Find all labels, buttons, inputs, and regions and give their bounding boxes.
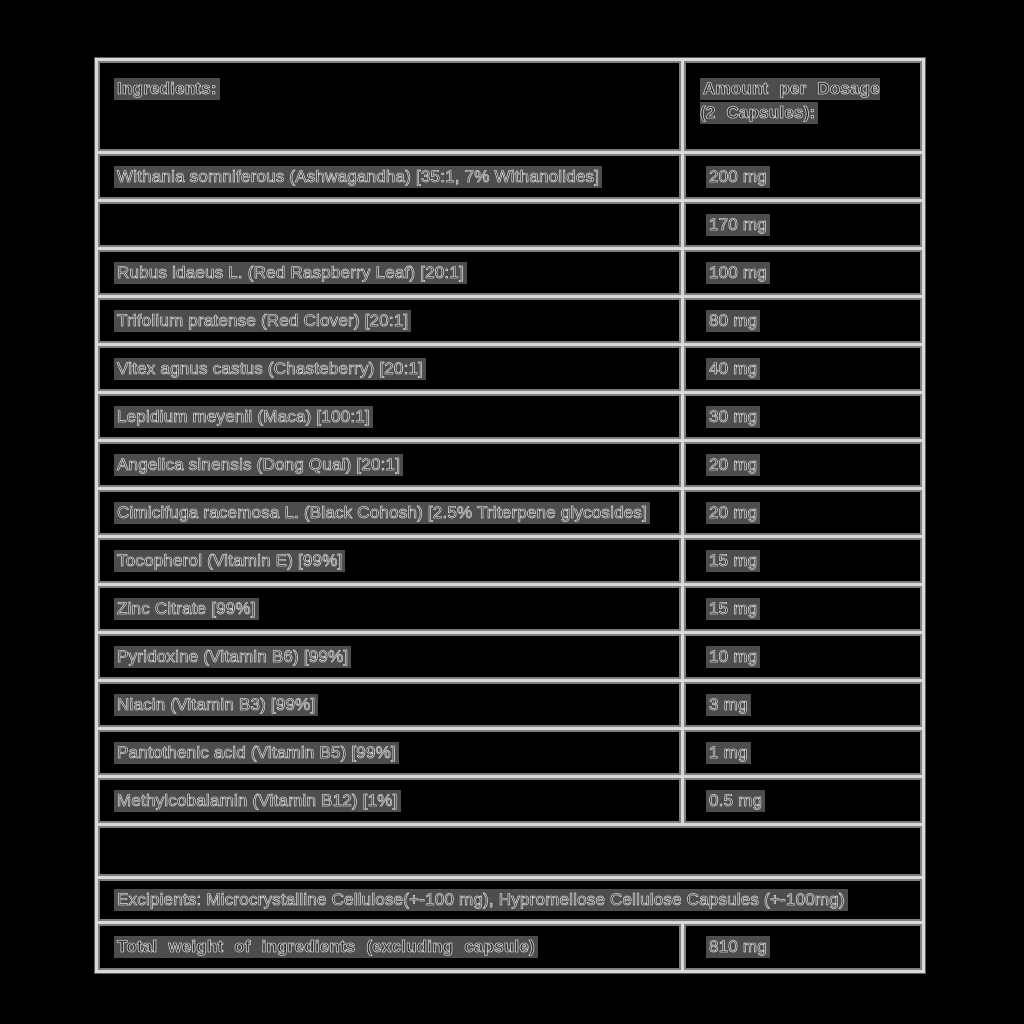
ingredient-cell (98, 490, 681, 535)
amount-cell (684, 490, 922, 535)
amount-cell (684, 730, 922, 775)
table-row (98, 586, 922, 631)
amount-text: 80 mg (706, 310, 760, 332)
header-row (98, 61, 922, 151)
amount-header-label: Amount per Dosage (2 Capsules): (700, 79, 880, 122)
table-row (98, 682, 922, 727)
ingredient-text: Pantothenic acid (Vitamin B5) [99%] (114, 742, 399, 764)
total-row (98, 924, 922, 970)
ingredient-cell (98, 202, 681, 247)
amount-cell (684, 442, 922, 487)
ingredient-cell (98, 586, 681, 631)
table-row (98, 490, 922, 535)
spacer-cell (98, 826, 922, 876)
ingredient-cell (98, 538, 681, 583)
amount-text: 20 mg (706, 454, 760, 476)
amount-cell (684, 154, 922, 199)
table-row (98, 346, 922, 391)
amount-cell (684, 634, 922, 679)
ingredient-text: Rubus idaeus L. (Red Raspberry Leaf) [20:1] (114, 262, 467, 284)
ingredient-cell (98, 154, 681, 199)
table-row (98, 250, 922, 295)
amount-cell (684, 682, 922, 727)
table-row (98, 154, 922, 199)
amount-text: 100 mg (706, 262, 770, 284)
spacer-row (98, 826, 922, 876)
total-amount: 810 mg (706, 936, 770, 958)
amount-text: 15 mg (706, 550, 760, 572)
total-amount-cell (684, 924, 922, 970)
ingredient-text: Vitex agnus castus (Chasteberry) [20:1] (114, 358, 426, 380)
amount-text: 20 mg (706, 502, 760, 524)
amount-cell (684, 394, 922, 439)
excipients-cell (98, 879, 922, 921)
ingredient-text: Cimicifuga racemosa L. (Black Cohosh) [2.5% Triterpene glycosides] (114, 502, 650, 524)
amount-cell (684, 202, 922, 247)
total-label: Total weight of ingredients (excluding capsule) (114, 936, 538, 958)
ingredient-cell (98, 394, 681, 439)
amount-cell (684, 778, 922, 823)
table-row (98, 778, 922, 823)
table-row (98, 394, 922, 439)
ingredient-text: Tocopherol (Vitamin E) [99%] (114, 550, 345, 572)
amount-cell (684, 346, 922, 391)
amount-text: 0.5 mg (706, 790, 765, 812)
ingredient-cell (98, 634, 681, 679)
ingredient-text: Methylcobalamin (Vitamin B12) [1%] (114, 790, 401, 812)
ingredient-cell (98, 346, 681, 391)
ingredient-text: Zinc Citrate [99%] (114, 598, 259, 620)
ingredient-cell (98, 298, 681, 343)
amount-cell (684, 298, 922, 343)
excipients-row (98, 879, 922, 921)
ingredient-text: Trifolium pratense (Red Clover) [20:1] (114, 310, 411, 332)
table-row (98, 442, 922, 487)
ingredients-table (94, 57, 926, 974)
column-header-amount (684, 61, 922, 151)
amount-text: 3 mg (706, 694, 751, 716)
ingredient-cell (98, 250, 681, 295)
ingredient-text: Pyridoxine (Vitamin B6) [99%] (114, 646, 351, 668)
ingredient-cell (98, 442, 681, 487)
table-row (98, 298, 922, 343)
amount-text: 200 mg (706, 166, 770, 188)
total-label-cell (98, 924, 681, 970)
excipients-note: Excipients: Microcrystalline Cellulose(+-100 mg), Hypromellose Cellulose Capsules (+-100mg) (114, 889, 848, 911)
amount-text: 10 mg (706, 646, 760, 668)
amount-text: 30 mg (706, 406, 760, 428)
table-row (98, 202, 922, 247)
table-row (98, 538, 922, 583)
column-header-ingredients (98, 61, 681, 151)
ingredient-cell (98, 730, 681, 775)
amount-text: 1 mg (706, 742, 751, 764)
amount-text: 15 mg (706, 598, 760, 620)
amount-text: 40 mg (706, 358, 760, 380)
ingredient-cell (98, 682, 681, 727)
amount-cell (684, 250, 922, 295)
ingredient-text: Niacin (Vitamin B3) [99%] (114, 694, 318, 716)
table-row (98, 634, 922, 679)
amount-text: 170 mg (706, 214, 770, 236)
table-row (98, 730, 922, 775)
amount-cell (684, 538, 922, 583)
ingredient-text: Angelica sinensis (Dong Quai) [20:1] (114, 454, 403, 476)
ingredient-cell (98, 778, 681, 823)
ingredients-header-label: Ingredients: (114, 78, 220, 100)
ingredient-text: Withania somniferous (Ashwagandha) [35:1, 7% Withanolides] (114, 166, 602, 188)
ingredient-text: Lepidium meyenii (Maca) [100:1] (114, 406, 373, 428)
amount-cell (684, 586, 922, 631)
